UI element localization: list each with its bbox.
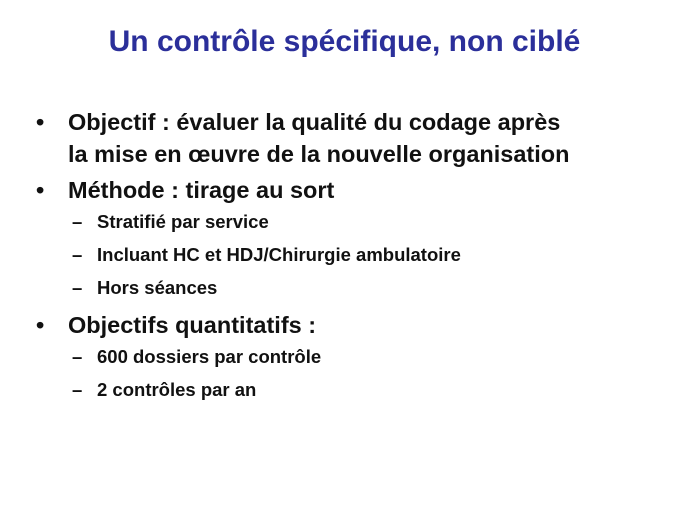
bullet-line: Objectif : évaluer la qualité du codage après (68, 109, 561, 135)
bullet-list (0, 106, 689, 411)
bullet-text: Objectifs quantitatifs : (68, 312, 317, 338)
dash-icon: – (72, 244, 83, 265)
dash-icon: – (72, 211, 83, 232)
dash-icon: – (72, 379, 83, 400)
bullet-icon: • (36, 109, 45, 135)
sub-item (0, 243, 689, 267)
bullet-icon: • (36, 177, 45, 203)
bullet-objectif (0, 106, 689, 170)
bullet-line: la mise en œuvre de la nouvelle organisation (68, 141, 570, 167)
bullet-methode (0, 174, 689, 206)
sub-item (0, 378, 689, 402)
slide-title: Un contrôle spécifique, non ciblé (108, 25, 581, 58)
sub-item (0, 276, 689, 300)
sub-item-text: 600 dossiers par contrôle (97, 346, 322, 367)
sub-item (0, 210, 689, 234)
bullet-objectifs-quantitatifs (0, 309, 689, 341)
sub-item-text: 2 contrôles par an (97, 379, 257, 400)
sub-item-text: Hors séances (97, 277, 218, 298)
bullet-text: Méthode : tirage au sort (68, 177, 335, 203)
sub-list-methode (0, 210, 689, 300)
sub-item (0, 345, 689, 369)
dash-icon: – (72, 346, 83, 367)
dash-icon: – (72, 277, 83, 298)
sub-item-text: Incluant HC et HDJ/Chirurgie ambulatoire (97, 244, 461, 265)
bullet-icon: • (36, 312, 45, 338)
sub-list-quantitatifs (0, 345, 689, 402)
sub-item-text: Stratifié par service (97, 211, 269, 232)
